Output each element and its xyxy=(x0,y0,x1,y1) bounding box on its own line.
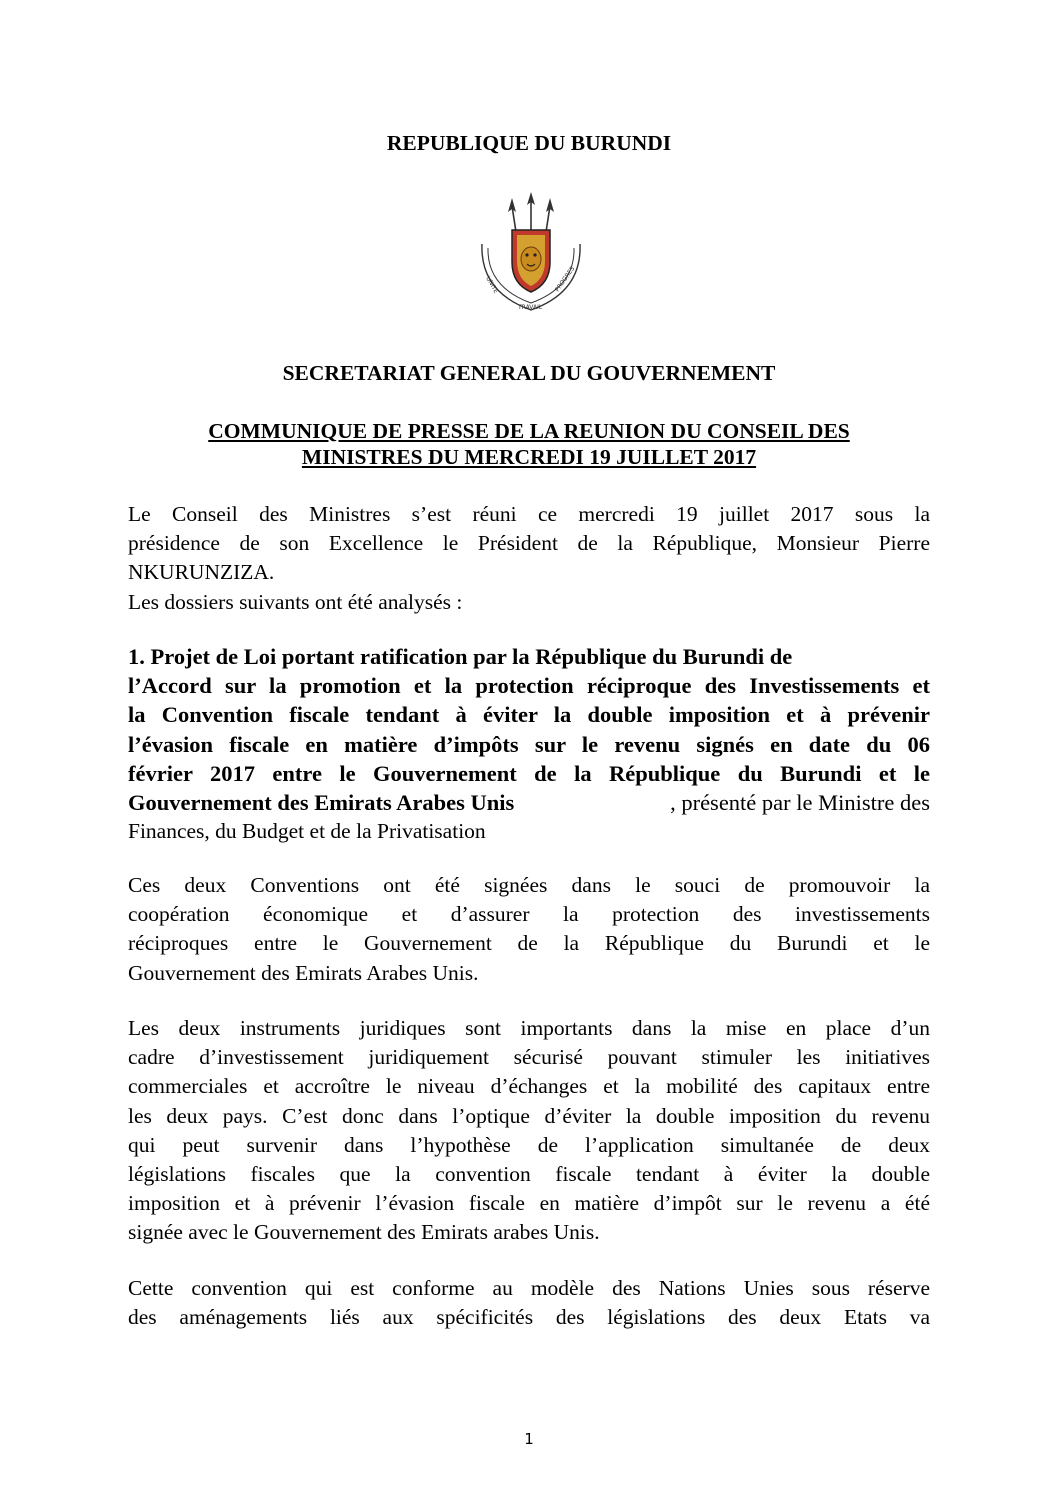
paragraph-3-line: les deux pays. C’est donc dans l’optique d’éviter la double imposition du revenu xyxy=(128,1103,930,1128)
svg-text:UNITE: UNITE xyxy=(484,275,500,295)
intro-paragraph xyxy=(128,500,930,617)
communique-title-line-2: MINISTRES DU MERCREDI 19 JUILLET 2017 xyxy=(301,445,757,469)
paragraph-2-line: Gouvernement des Emirats Arabes Unis. xyxy=(128,960,479,985)
item-1-heading-line: l’évasion fiscale en matière d’impôts sur le revenu signés en date du 06 xyxy=(128,731,930,757)
intro-line: Les dossiers suivants ont été analysés : xyxy=(128,589,463,614)
paragraph-3-line: imposition et à prévenir l’évasion fiscale en matière d’impôt sur le revenu a été xyxy=(128,1191,930,1216)
intro-line: Le Conseil des Ministres s’est réuni ce mercredi 19 juillet 2017 sous la xyxy=(128,502,930,526)
paragraph-3-line: qui peut survenir dans l’hypothèse de l’application simultanée de deux xyxy=(128,1132,930,1157)
paragraph-4-line: des aménagements liés aux spécificités des législations des deux Etats va xyxy=(128,1305,930,1330)
paragraph-4-line: Cette convention qui est conforme au modèle des Nations Unies sous réserve xyxy=(128,1276,930,1300)
paragraph-2-line: réciproques entre le Gouvernement de la République du Burundi et le xyxy=(128,931,930,956)
paragraph-2-line: Ces deux Conventions ont été signées dans le souci de promouvoir la xyxy=(128,873,930,897)
item-1-heading-line: 1. Projet de Loi portant ratification par la République du Burundi de xyxy=(128,644,793,669)
item-1-heading-line: Finances, du Budget et de la Privatisation xyxy=(128,819,486,844)
intro-line: présidence de son Excellence le Président de la République, Monsieur Pierre xyxy=(128,531,930,556)
coat-of-arms-emblem xyxy=(472,192,590,320)
communique-title xyxy=(0,418,1058,470)
svg-text:PROGRES: PROGRES xyxy=(553,265,577,294)
item-1-heading-normal-part: , présenté par le Ministre des xyxy=(670,789,930,815)
office-title: SECRETARIAT GENERAL DU GOUVERNEMENT xyxy=(282,361,776,385)
item-1-heading-line: la Convention fiscale tendant à éviter la double imposition et à prévenir xyxy=(128,702,930,728)
item-1-heading-line: février 2017 entre le Gouvernement de la République du Burundi et le xyxy=(128,760,930,786)
paragraph-3-line: Les deux instruments juridiques sont importants dans la mise en place d’un xyxy=(128,1016,930,1040)
item-1-heading-line-mixed xyxy=(128,788,930,817)
item-1-heading-line: l’Accord sur la promotion et la protection réciproque des Investissements et xyxy=(128,673,930,699)
country-title: REPUBLIQUE DU BURUNDI xyxy=(386,131,672,155)
paragraph-4 xyxy=(128,1274,930,1332)
item-1-heading xyxy=(128,642,930,846)
paragraph-3-line: cadre d’investissement juridiquement sécurisé pouvant stimuler les initiatives xyxy=(128,1045,930,1070)
paragraph-3-line: législations fiscales que la convention fiscale tendant à éviter la double xyxy=(128,1161,930,1186)
communique-title-line-1: COMMUNIQUE DE PRESSE DE LA REUNION DU CONSEIL DES xyxy=(208,419,850,443)
paragraph-2-line: coopération économique et d’assurer la protection des investissements xyxy=(128,902,930,927)
svg-text:TRAVAIL: TRAVAIL xyxy=(518,304,543,311)
paragraph-3-line: signée avec le Gouvernement des Emirats arabes Unis. xyxy=(128,1220,600,1245)
item-1-heading-bold-part: Gouvernement des Emirats Arabes Unis xyxy=(128,789,515,815)
paragraph-2 xyxy=(128,871,930,988)
paragraph-3-line: commerciales et accroître le niveau d’échanges et la mobilité des capitaux entre xyxy=(128,1074,930,1099)
intro-line: NKURUNZIZA. xyxy=(128,560,275,585)
paragraph-3 xyxy=(128,1014,930,1248)
page-number: 1 xyxy=(524,1430,534,1448)
